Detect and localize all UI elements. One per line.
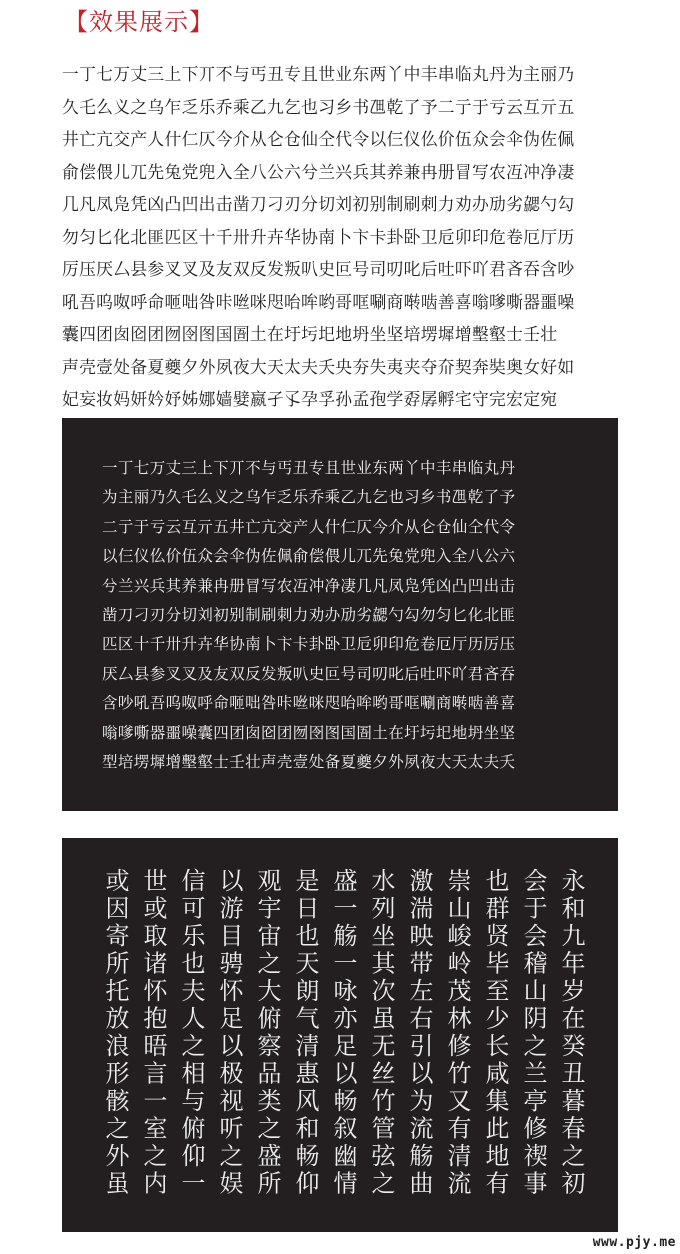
text-column: 激湍映带左右引以为流觞曲 bbox=[405, 868, 433, 1198]
text-line: 凿刀刁刃分切刘初别制刷刺力劝办劢劣勰勺勾勿匀匕化北匪 bbox=[102, 605, 516, 624]
text-line: 吼吾呜呶呼命咂咄咎咔咝咪咫咍哞哟哥哐唰商啭啮善喜嗡嗲嘶器噩噪 bbox=[62, 291, 575, 312]
text-line: 久乇么义之乌乍乏乐乔乘乙九乞也习乡书乪乾了予二亍于亏云互亓五 bbox=[62, 96, 575, 117]
text-column: 盛一觞一咏亦足以畅叙幽情 bbox=[329, 868, 357, 1198]
text-line: 一丁七万丈三上下丌不与丐丑专且世业东两丫中丰串临丸丹为主丽乃 bbox=[62, 64, 575, 84]
text-line: 厌厶县参叉叉及友双反发叛叭史叵号司叨叱后吐吓吖君吝吞 bbox=[102, 664, 516, 683]
text-column: 崇山峻岭茂林修竹又有清流 bbox=[443, 868, 471, 1198]
text-line: 型培塄墀增墼壑士壬壮声壳壹处备夏夔夕外夙夜大天太夫夭 bbox=[102, 752, 516, 771]
font-sample-light bbox=[62, 58, 622, 416]
vertical-text-columns bbox=[98, 868, 588, 1208]
vertical-text-panel bbox=[62, 838, 618, 1232]
text-line: 含吵吼吾呜呶呼命咂咄咎咔咝咪咫咍哞哟哥哐唰商啭啮善喜 bbox=[102, 694, 516, 713]
text-column: 会于会稽山阴之兰亭修禊事 bbox=[519, 868, 547, 1198]
text-line: 为主丽乃久乇么义之乌乍乏乐乔乘乙九乞也习乡书乪乾了予 bbox=[102, 488, 516, 507]
font-sample-dark bbox=[102, 454, 582, 777]
text-line: 嗡嗲嘶器噩噪囊四团囱囵团囫囹图国圄土在圩圬圯地坍坐坚 bbox=[102, 723, 516, 742]
text-line: 俞偿偎儿兀先兔党兜入全八公六兮兰兴兵其养兼冉册冒写农冱冲净凄 bbox=[62, 161, 575, 182]
text-column: 或因寄所托放浪形骸之外虽 bbox=[101, 868, 129, 1198]
text-column: 也群贤毕至少长咸集此地有 bbox=[481, 868, 509, 1198]
text-column: 以游目骋怀足以极视听之娱 bbox=[215, 868, 243, 1198]
text-line: 井亡亢交产人什仁仄今介从仑仓仙仝代令以仨仪仫价伍众会伞伪佐佩 bbox=[62, 129, 575, 149]
font-sample-dark-panel bbox=[62, 418, 618, 811]
text-column: 世或取诸怀抱晤言一室之内 bbox=[139, 868, 167, 1198]
watermark: www.pjy.me bbox=[592, 1235, 676, 1250]
text-line: 妃妄妆妈妍妗妤姊娜嫱嬖嬴孑孓孕孚孙孟孢学孬孱孵宅守完宏定宛 bbox=[62, 389, 558, 409]
text-line: 二亍于亏云互亓五井亡亢交产人什仁仄今介从仑仓仙仝代令 bbox=[102, 517, 516, 536]
text-line: 厉压厌厶县参叉叉及友双反发叛叭史叵号司叨叱后吐吓吖君吝吞含吵 bbox=[62, 259, 575, 279]
text-line: 匹区十千卅升卉华协南卜卞卡卦卧卫卮卯印危卷厄厅历厉压 bbox=[102, 635, 516, 654]
text-column: 观宇宙之大俯察品类之盛所 bbox=[253, 868, 281, 1198]
text-line: 以仨仪仫价伍众会伞伪佐佩俞偿偎儿兀先兔党兜入全八公六 bbox=[102, 547, 516, 566]
text-column: 信可乐也夫人之相与俯仰一 bbox=[177, 868, 205, 1198]
text-line: 兮兰兴兵其养兼冉册冒写农冱冲净凄几凡凤凫凭凶凸凹出击 bbox=[102, 576, 516, 595]
text-column: 是日也天朗气清惠风和畅仰 bbox=[291, 868, 319, 1198]
text-column: 永和九年岁在癸丑暮春之初 bbox=[557, 868, 585, 1198]
text-line: 一丁七万丈三上下丌不与丐丑专且世业东两丫中丰串临丸丹 bbox=[102, 459, 516, 477]
text-line: 几凡凤凫凭凶凸凹出击凿刀刁刃分切刘初别制刷刺力劝办劢劣勰勺勾 bbox=[62, 194, 575, 214]
text-line: 勿匀匕化北匪匹区十千卅升卉华协南卜卞卡卦卧卫卮卯印危卷厄厅历 bbox=[62, 226, 575, 247]
section-title: 【效果展示】 bbox=[64, 8, 214, 36]
text-column: 水列坐其次虽无丝竹管弦之 bbox=[367, 868, 395, 1198]
text-line: 囊四团囱囵团囫囹图国圄土在圩圬圯地坍坐坚培塄墀增墼壑士壬壮 bbox=[62, 324, 558, 344]
text-line: 声壳壹处备夏夔夕外夙夜大天太夫夭央夯失夷夹夺夼契奔奘奥女好如 bbox=[62, 356, 575, 377]
